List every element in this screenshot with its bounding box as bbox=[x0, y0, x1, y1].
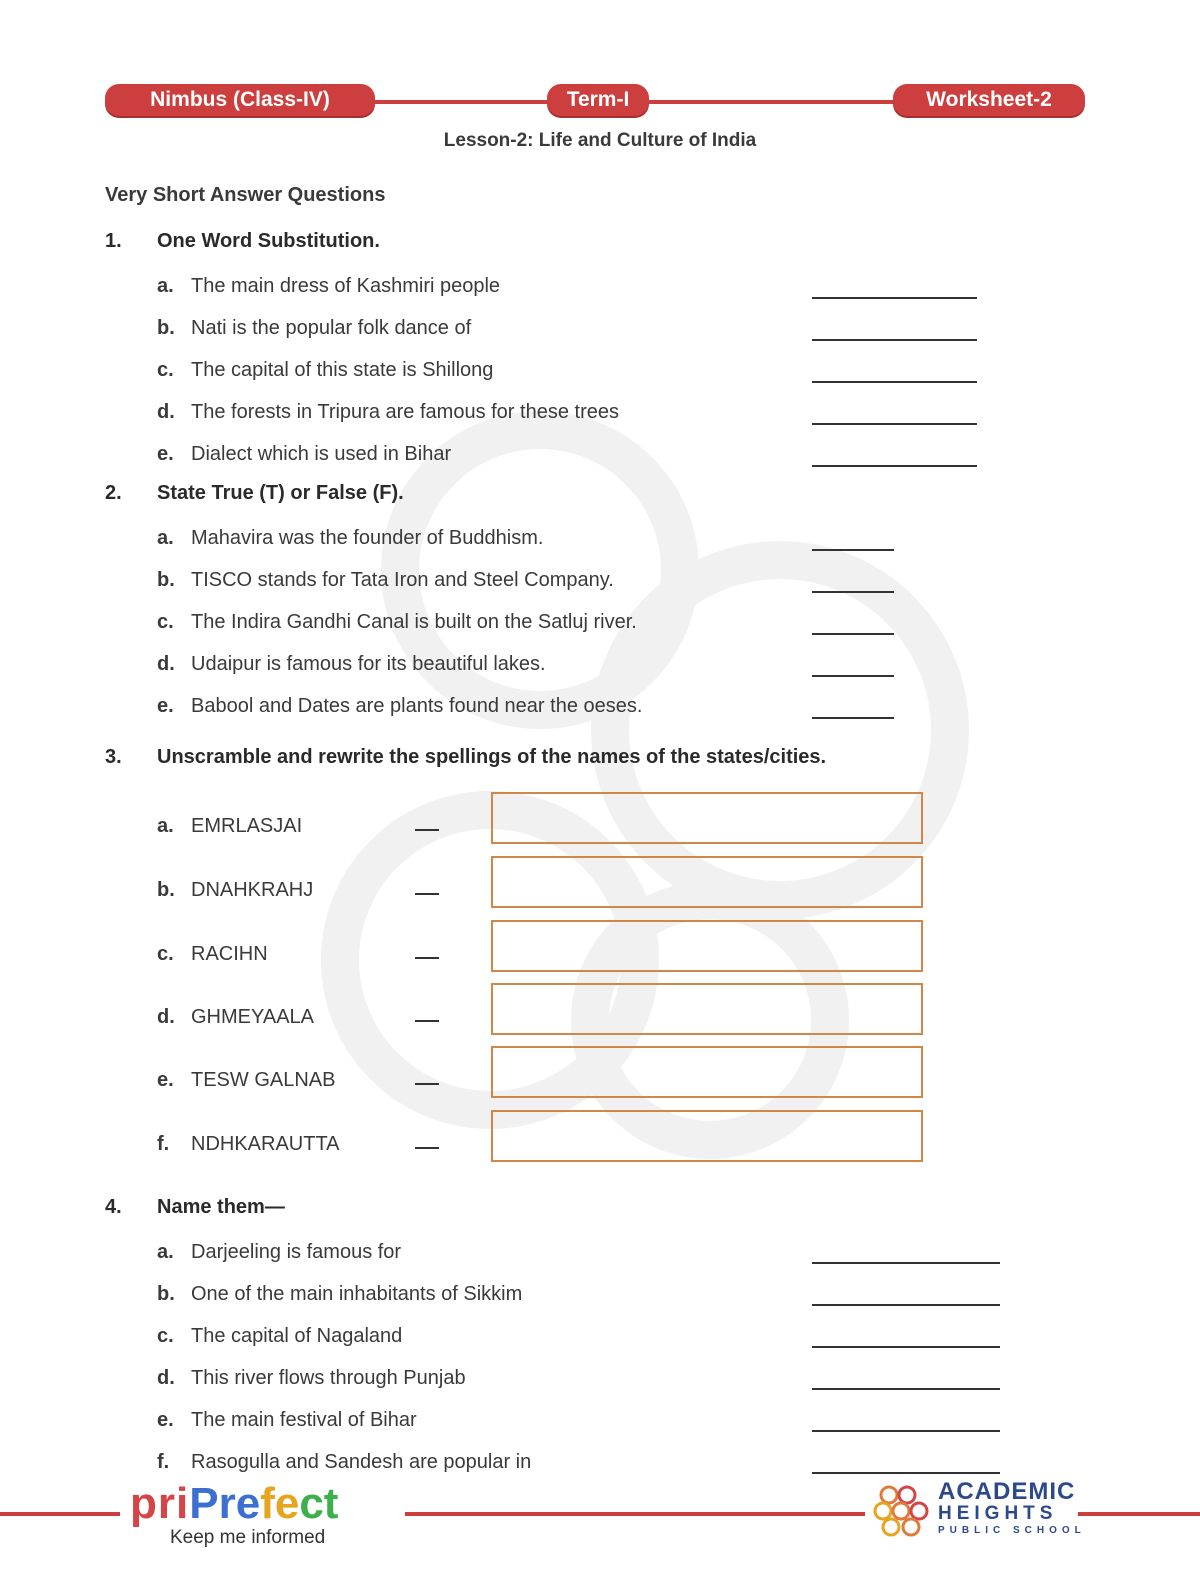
item-letter: d. bbox=[157, 401, 175, 423]
item-letter: d. bbox=[157, 1367, 175, 1389]
item-letter: c. bbox=[157, 1325, 174, 1347]
question-title: Unscramble and rewrite the spellings of the names of the states/cities. bbox=[157, 746, 827, 768]
item-text: The Indira Gandhi Canal is built on the Satluj river. bbox=[191, 611, 637, 633]
item-letter: c. bbox=[157, 943, 174, 965]
item-letter: e. bbox=[157, 1409, 174, 1431]
item-letter: e. bbox=[157, 695, 174, 717]
list-item bbox=[157, 1238, 401, 1266]
item-letter: e. bbox=[157, 443, 174, 465]
answer-box[interactable] bbox=[491, 920, 923, 972]
item-letter: d. bbox=[157, 1006, 175, 1028]
item-letter: b. bbox=[157, 879, 175, 901]
answer-box[interactable] bbox=[491, 983, 923, 1035]
answer-blank[interactable] bbox=[812, 423, 977, 425]
item-text: Rasogulla and Sandesh are popular in bbox=[191, 1451, 532, 1473]
logo-text: Pre bbox=[189, 1479, 261, 1528]
item-text: Darjeeling is famous for bbox=[191, 1241, 402, 1263]
item-letter: a. bbox=[157, 275, 174, 297]
academic-heights-logo-icon bbox=[873, 1483, 929, 1539]
dash-separator bbox=[415, 1147, 439, 1149]
question-number: 2. bbox=[105, 482, 122, 504]
logo-text: fe bbox=[260, 1479, 300, 1528]
list-item bbox=[157, 650, 546, 678]
list-item bbox=[157, 692, 642, 720]
list-item bbox=[157, 1364, 466, 1392]
header-rule bbox=[646, 100, 896, 104]
answer-blank[interactable] bbox=[812, 1430, 1000, 1432]
school-name bbox=[938, 1480, 1086, 1536]
item-text: TESW GALNAB bbox=[191, 1069, 336, 1091]
dash-separator bbox=[415, 1020, 439, 1022]
class-badge: Nimbus (Class-IV) bbox=[105, 84, 375, 116]
item-letter: e. bbox=[157, 1069, 174, 1091]
list-item bbox=[157, 566, 614, 594]
answer-blank[interactable] bbox=[812, 549, 894, 551]
item-text: DNAHKRAHJ bbox=[191, 879, 314, 901]
item-text: Nati is the popular folk dance of bbox=[191, 317, 472, 339]
item-letter: b. bbox=[157, 317, 175, 339]
item-text: The capital of this state is Shillong bbox=[191, 359, 494, 381]
item-text: Dialect which is used in Bihar bbox=[191, 443, 452, 465]
list-item bbox=[157, 1448, 531, 1476]
item-text: The capital of Nagaland bbox=[191, 1325, 403, 1347]
item-text: EMRLASJAI bbox=[191, 815, 303, 837]
list-item bbox=[157, 1003, 314, 1031]
answer-blank[interactable] bbox=[812, 297, 977, 299]
dash-separator bbox=[415, 957, 439, 959]
answer-blank[interactable] bbox=[812, 717, 894, 719]
worksheet-badge: Worksheet-2 bbox=[893, 84, 1085, 116]
list-item bbox=[157, 398, 619, 426]
item-text: One of the main inhabitants of Sikkim bbox=[191, 1283, 523, 1305]
item-text: This river flows through Punjab bbox=[191, 1367, 466, 1389]
list-item bbox=[157, 940, 268, 968]
answer-blank[interactable] bbox=[812, 1304, 1000, 1306]
answer-box[interactable] bbox=[491, 1110, 923, 1162]
dash-separator bbox=[415, 829, 439, 831]
answer-box[interactable] bbox=[491, 1046, 923, 1098]
item-text: RACIHN bbox=[191, 943, 268, 965]
answer-blank[interactable] bbox=[812, 381, 977, 383]
header-rule bbox=[372, 100, 548, 104]
item-text: The main dress of Kashmiri people bbox=[191, 275, 501, 297]
tagline: Keep me informed bbox=[170, 1527, 326, 1548]
answer-blank[interactable] bbox=[812, 633, 894, 635]
answer-blank[interactable] bbox=[812, 591, 894, 593]
list-item bbox=[157, 272, 500, 300]
list-item bbox=[157, 1280, 522, 1308]
item-text: GHMEYAALA bbox=[191, 1006, 314, 1028]
item-letter: c. bbox=[157, 359, 174, 381]
item-text: Mahavira was the founder of Buddhism. bbox=[191, 527, 544, 549]
item-letter: d. bbox=[157, 653, 175, 675]
lesson-title: Lesson-2: Life and Culture of India bbox=[443, 130, 757, 151]
answer-blank[interactable] bbox=[812, 339, 977, 341]
list-item bbox=[157, 1066, 335, 1094]
list-item bbox=[157, 314, 471, 342]
list-item bbox=[157, 356, 493, 384]
answer-blank[interactable] bbox=[812, 1472, 1000, 1474]
list-item bbox=[157, 440, 451, 468]
item-text: The forests in Tripura are famous for these trees bbox=[191, 401, 619, 423]
question-title: State True (T) or False (F). bbox=[157, 482, 404, 504]
list-item bbox=[157, 812, 302, 840]
list-item bbox=[157, 876, 313, 904]
question-number: 3. bbox=[105, 746, 122, 768]
question-number: 4. bbox=[105, 1196, 122, 1218]
item-text: Babool and Dates are plants found near the oeses. bbox=[191, 695, 643, 717]
item-text: NDHKARAUTTA bbox=[191, 1133, 340, 1155]
answer-blank[interactable] bbox=[812, 675, 894, 677]
logo-text: ct bbox=[299, 1479, 339, 1528]
question-title: Name them— bbox=[157, 1196, 285, 1218]
footer-rule bbox=[1078, 1512, 1200, 1516]
answer-blank[interactable] bbox=[812, 1388, 1000, 1390]
item-text: TISCO stands for Tata Iron and Steel Company. bbox=[191, 569, 614, 591]
list-item bbox=[157, 608, 637, 636]
school-name-line1: ACADEMIC bbox=[938, 1478, 1076, 1505]
item-letter: f. bbox=[157, 1133, 170, 1155]
answer-blank[interactable] bbox=[812, 1346, 1000, 1348]
item-letter: a. bbox=[157, 1241, 174, 1263]
answer-box[interactable] bbox=[491, 856, 923, 908]
item-letter: f. bbox=[157, 1451, 170, 1473]
item-letter: b. bbox=[157, 1283, 175, 1305]
list-item bbox=[157, 1130, 340, 1158]
dash-separator bbox=[415, 893, 439, 895]
answer-blank[interactable] bbox=[812, 1262, 1000, 1264]
item-letter: a. bbox=[157, 815, 174, 837]
term-badge: Term-I bbox=[547, 84, 649, 116]
item-text: Udaipur is famous for its beautiful lakes. bbox=[191, 653, 546, 675]
priprefect-logo bbox=[130, 1479, 339, 1528]
school-name-line3: PUBLIC SCHOOL bbox=[938, 1525, 1086, 1536]
item-letter: c. bbox=[157, 611, 174, 633]
section-title: Very Short Answer Questions bbox=[105, 184, 386, 206]
list-item bbox=[157, 524, 543, 552]
question-number: 1. bbox=[105, 230, 122, 252]
item-letter: b. bbox=[157, 569, 175, 591]
dash-separator bbox=[415, 1083, 439, 1085]
footer-rule bbox=[405, 1512, 865, 1516]
question-title: One Word Substitution. bbox=[157, 230, 380, 252]
item-letter: a. bbox=[157, 527, 174, 549]
item-text: The main festival of Bihar bbox=[191, 1409, 417, 1431]
list-item bbox=[157, 1406, 417, 1434]
logo-text: pri bbox=[130, 1479, 190, 1528]
school-name-line2: HEIGHTS bbox=[938, 1503, 1058, 1524]
footer-rule bbox=[0, 1512, 120, 1516]
answer-box[interactable] bbox=[491, 792, 923, 844]
answer-blank[interactable] bbox=[812, 465, 977, 467]
list-item bbox=[157, 1322, 402, 1350]
